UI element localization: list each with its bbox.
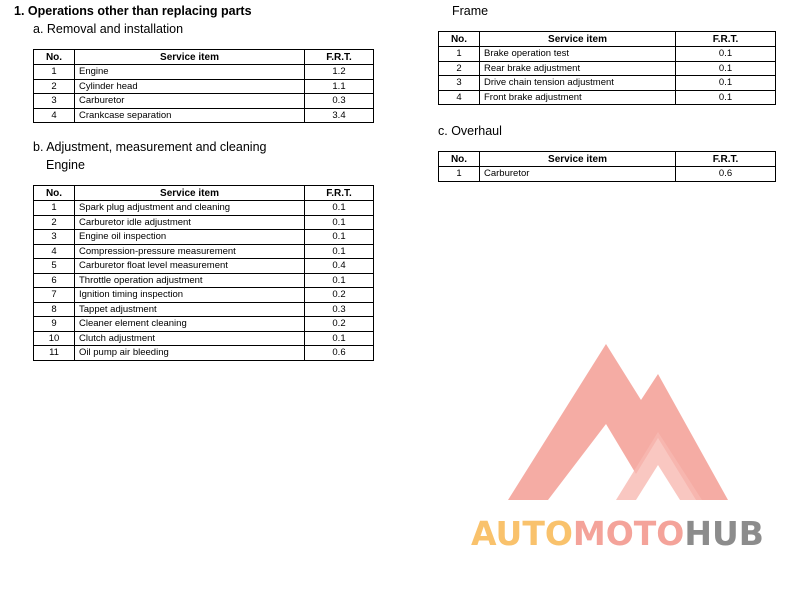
cell-service-item: Engine oil inspection xyxy=(75,230,305,245)
cell-frt: 0.1 xyxy=(305,273,374,288)
cell-frt: 0.1 xyxy=(305,230,374,245)
cell-service-item: Engine xyxy=(75,65,305,80)
table-row xyxy=(34,273,374,288)
cell-frt: 0.1 xyxy=(305,201,374,216)
section-a-title: a. Removal and installation xyxy=(33,22,184,36)
watermark-word-hub: HUB xyxy=(684,514,764,553)
table-header-row xyxy=(439,32,776,47)
cell-no: 2 xyxy=(34,79,75,94)
cell-service-item: Carburetor xyxy=(75,94,305,109)
table-row xyxy=(34,302,374,317)
cell-frt: 0.1 xyxy=(676,90,776,105)
cell-frt: 0.6 xyxy=(305,346,374,361)
cell-service-item: Crankcase separation xyxy=(75,108,305,123)
watermark-text xyxy=(471,514,764,554)
table-row xyxy=(439,61,776,76)
table-row xyxy=(439,90,776,105)
cell-frt: 0.2 xyxy=(305,317,374,332)
section-b-subtitle: Engine xyxy=(46,158,85,172)
overhaul-table xyxy=(438,151,776,182)
cell-no: 5 xyxy=(34,259,75,274)
header-service-item: Service item xyxy=(480,32,676,47)
cell-frt: 0.4 xyxy=(305,259,374,274)
table-row xyxy=(34,331,374,346)
table-row xyxy=(34,317,374,332)
cell-no: 3 xyxy=(439,76,480,91)
cell-service-item: Front brake adjustment xyxy=(480,90,676,105)
adjustment-engine-table xyxy=(33,185,374,361)
section-c-title: c. Overhaul xyxy=(438,124,502,138)
cell-service-item: Tappet adjustment xyxy=(75,302,305,317)
table-header-row xyxy=(34,50,374,65)
cell-service-item: Rear brake adjustment xyxy=(480,61,676,76)
table-row xyxy=(34,94,374,109)
table-row xyxy=(34,79,374,94)
cell-frt: 3.4 xyxy=(305,108,374,123)
cell-frt: 0.2 xyxy=(305,288,374,303)
watermark-word-moto: MOTO xyxy=(572,514,685,553)
frame-table xyxy=(438,31,776,105)
cell-service-item: Clutch adjustment xyxy=(75,331,305,346)
cell-no: 4 xyxy=(34,244,75,259)
cell-no: 1 xyxy=(439,167,480,182)
table-row xyxy=(34,346,374,361)
cell-service-item: Compression-pressure measurement xyxy=(75,244,305,259)
cell-no: 10 xyxy=(34,331,75,346)
header-service-item: Service item xyxy=(75,186,305,201)
cell-frt: 1.1 xyxy=(305,79,374,94)
cell-frt: 0.1 xyxy=(305,215,374,230)
cell-no: 8 xyxy=(34,302,75,317)
table-row xyxy=(439,167,776,182)
header-frt: F.R.T. xyxy=(676,152,776,167)
table-row xyxy=(34,288,374,303)
table-row xyxy=(34,230,374,245)
page-heading: 1. Operations other than replacing parts xyxy=(14,4,252,18)
table-row xyxy=(34,244,374,259)
frame-title: Frame xyxy=(452,4,489,18)
cell-service-item: Carburetor float level measurement xyxy=(75,259,305,274)
cell-no: 4 xyxy=(34,108,75,123)
cell-no: 7 xyxy=(34,288,75,303)
cell-no: 2 xyxy=(34,215,75,230)
header-no: No. xyxy=(439,32,480,47)
cell-no: 6 xyxy=(34,273,75,288)
header-no: No. xyxy=(34,186,75,201)
watermark-word-auto: AUTO xyxy=(471,514,573,553)
table-header-row xyxy=(439,152,776,167)
cell-no: 4 xyxy=(439,90,480,105)
cell-frt: 0.1 xyxy=(305,331,374,346)
cell-frt: 0.3 xyxy=(305,94,374,109)
cell-no: 11 xyxy=(34,346,75,361)
table-row xyxy=(34,201,374,216)
header-no: No. xyxy=(34,50,75,65)
cell-frt: 0.6 xyxy=(676,167,776,182)
cell-frt: 0.3 xyxy=(305,302,374,317)
table-row xyxy=(439,76,776,91)
header-frt: F.R.T. xyxy=(305,186,374,201)
cell-frt: 0.1 xyxy=(676,76,776,91)
cell-no: 1 xyxy=(439,47,480,62)
cell-service-item: Cylinder head xyxy=(75,79,305,94)
cell-frt: 0.1 xyxy=(676,61,776,76)
header-frt: F.R.T. xyxy=(676,32,776,47)
removal-installation-table xyxy=(33,49,374,123)
cell-service-item: Brake operation test xyxy=(480,47,676,62)
cell-no: 1 xyxy=(34,201,75,216)
table-row xyxy=(34,65,374,80)
cell-no: 3 xyxy=(34,94,75,109)
table-row xyxy=(34,108,374,123)
cell-service-item: Throttle operation adjustment xyxy=(75,273,305,288)
cell-no: 2 xyxy=(439,61,480,76)
cell-frt: 0.1 xyxy=(305,244,374,259)
cell-no: 3 xyxy=(34,230,75,245)
cell-service-item: Cleaner element cleaning xyxy=(75,317,305,332)
cell-no: 1 xyxy=(34,65,75,80)
header-no: No. xyxy=(439,152,480,167)
section-b-title: b. Adjustment, measurement and cleaning xyxy=(33,140,267,154)
header-service-item: Service item xyxy=(480,152,676,167)
cell-service-item: Drive chain tension adjustment xyxy=(480,76,676,91)
table-header-row xyxy=(34,186,374,201)
header-service-item: Service item xyxy=(75,50,305,65)
cell-frt: 0.1 xyxy=(676,47,776,62)
cell-no: 9 xyxy=(34,317,75,332)
table-row xyxy=(439,47,776,62)
table-row xyxy=(34,259,374,274)
cell-service-item: Carburetor xyxy=(480,167,676,182)
cell-service-item: Oil pump air bleeding xyxy=(75,346,305,361)
cell-service-item: Ignition timing inspection xyxy=(75,288,305,303)
cell-service-item: Carburetor idle adjustment xyxy=(75,215,305,230)
cell-service-item: Spark plug adjustment and cleaning xyxy=(75,201,305,216)
header-frt: F.R.T. xyxy=(305,50,374,65)
cell-frt: 1.2 xyxy=(305,65,374,80)
table-row xyxy=(34,215,374,230)
